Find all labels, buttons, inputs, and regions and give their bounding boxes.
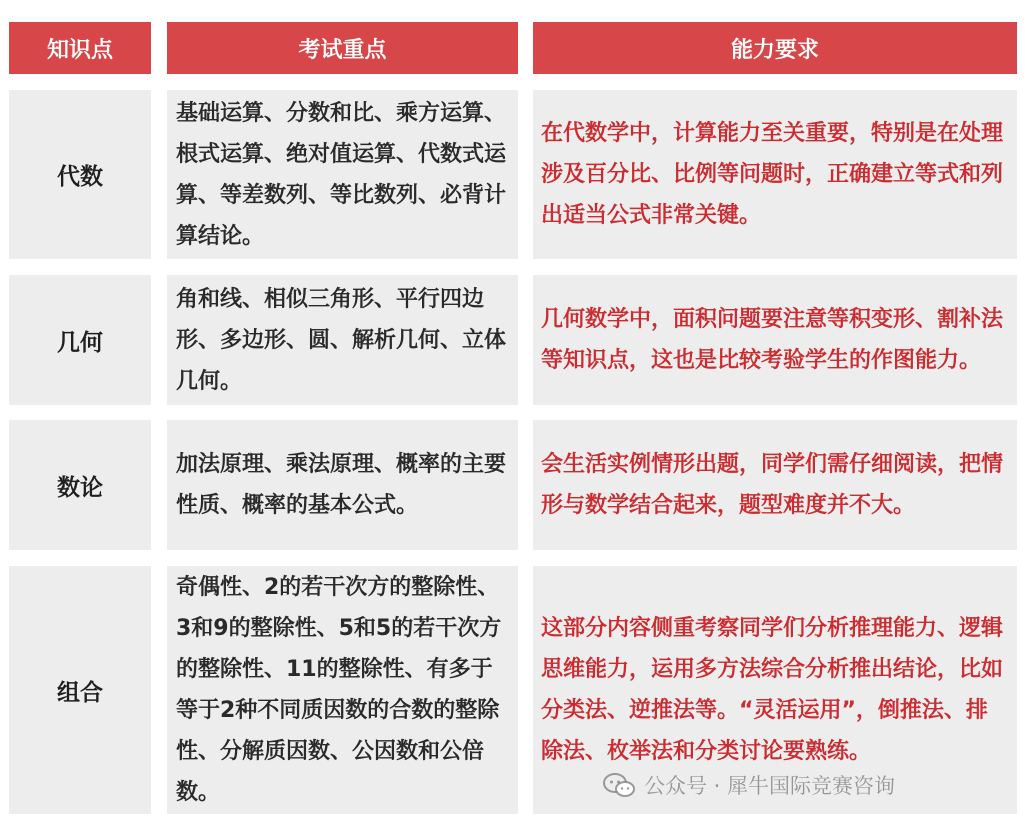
row-requirement: 这部分内容侧重考察同学们分析推理能力、逻辑思维能力，运用多方法综合分析推出结论，比如分类法、逆推法等。“灵活运用”，倒推法、排除法、枚举法和分类讨论要熟练。 xyxy=(533,566,1017,814)
row-topic: 代数 xyxy=(9,90,151,259)
row-focus: 角和线、相似三角形、平行四边形、多边形、圆、解析几何、立体几何。 xyxy=(167,275,518,405)
header-topic: 知识点 xyxy=(9,22,151,74)
row-focus: 加法原理、乘法原理、概率的主要性质、概率的基本公式。 xyxy=(167,420,518,550)
row-requirement: 在代数学中，计算能力至关重要，特别是在处理涉及百分比、比例等问题时，正确建立等式和列出适当公式非常关键。 xyxy=(533,90,1017,259)
watermark xyxy=(602,768,895,802)
header-requirement: 能力要求 xyxy=(533,22,1017,74)
row-requirement: 会生活实例情形出题，同学们需仔细阅读，把情形与数学结合起来，题型难度并不大。 xyxy=(533,420,1017,550)
row-focus: 奇偶性、2的若干次方的整除性、3和9的整除性、5和5的若干次方的整除性、11的整除性、有多于等于2种不同质因数的合数的整除性、分解质因数、公因数和公倍数。 xyxy=(167,566,518,814)
row-requirement: 几何数学中，面积问题要注意等积变形、割补法等知识点，这也是比较考验学生的作图能力。 xyxy=(533,275,1017,405)
row-topic: 几何 xyxy=(9,275,151,405)
header-focus: 考试重点 xyxy=(167,22,518,74)
wechat-icon xyxy=(602,772,636,798)
row-topic: 数论 xyxy=(9,420,151,550)
row-focus: 基础运算、分数和比、乘方运算、根式运算、绝对值运算、代数式运算、等差数列、等比数列、必背计算结论。 xyxy=(167,90,518,259)
watermark-text: 公众号 · 犀牛国际竞赛咨询 xyxy=(644,774,896,798)
row-topic: 组合 xyxy=(9,566,151,814)
